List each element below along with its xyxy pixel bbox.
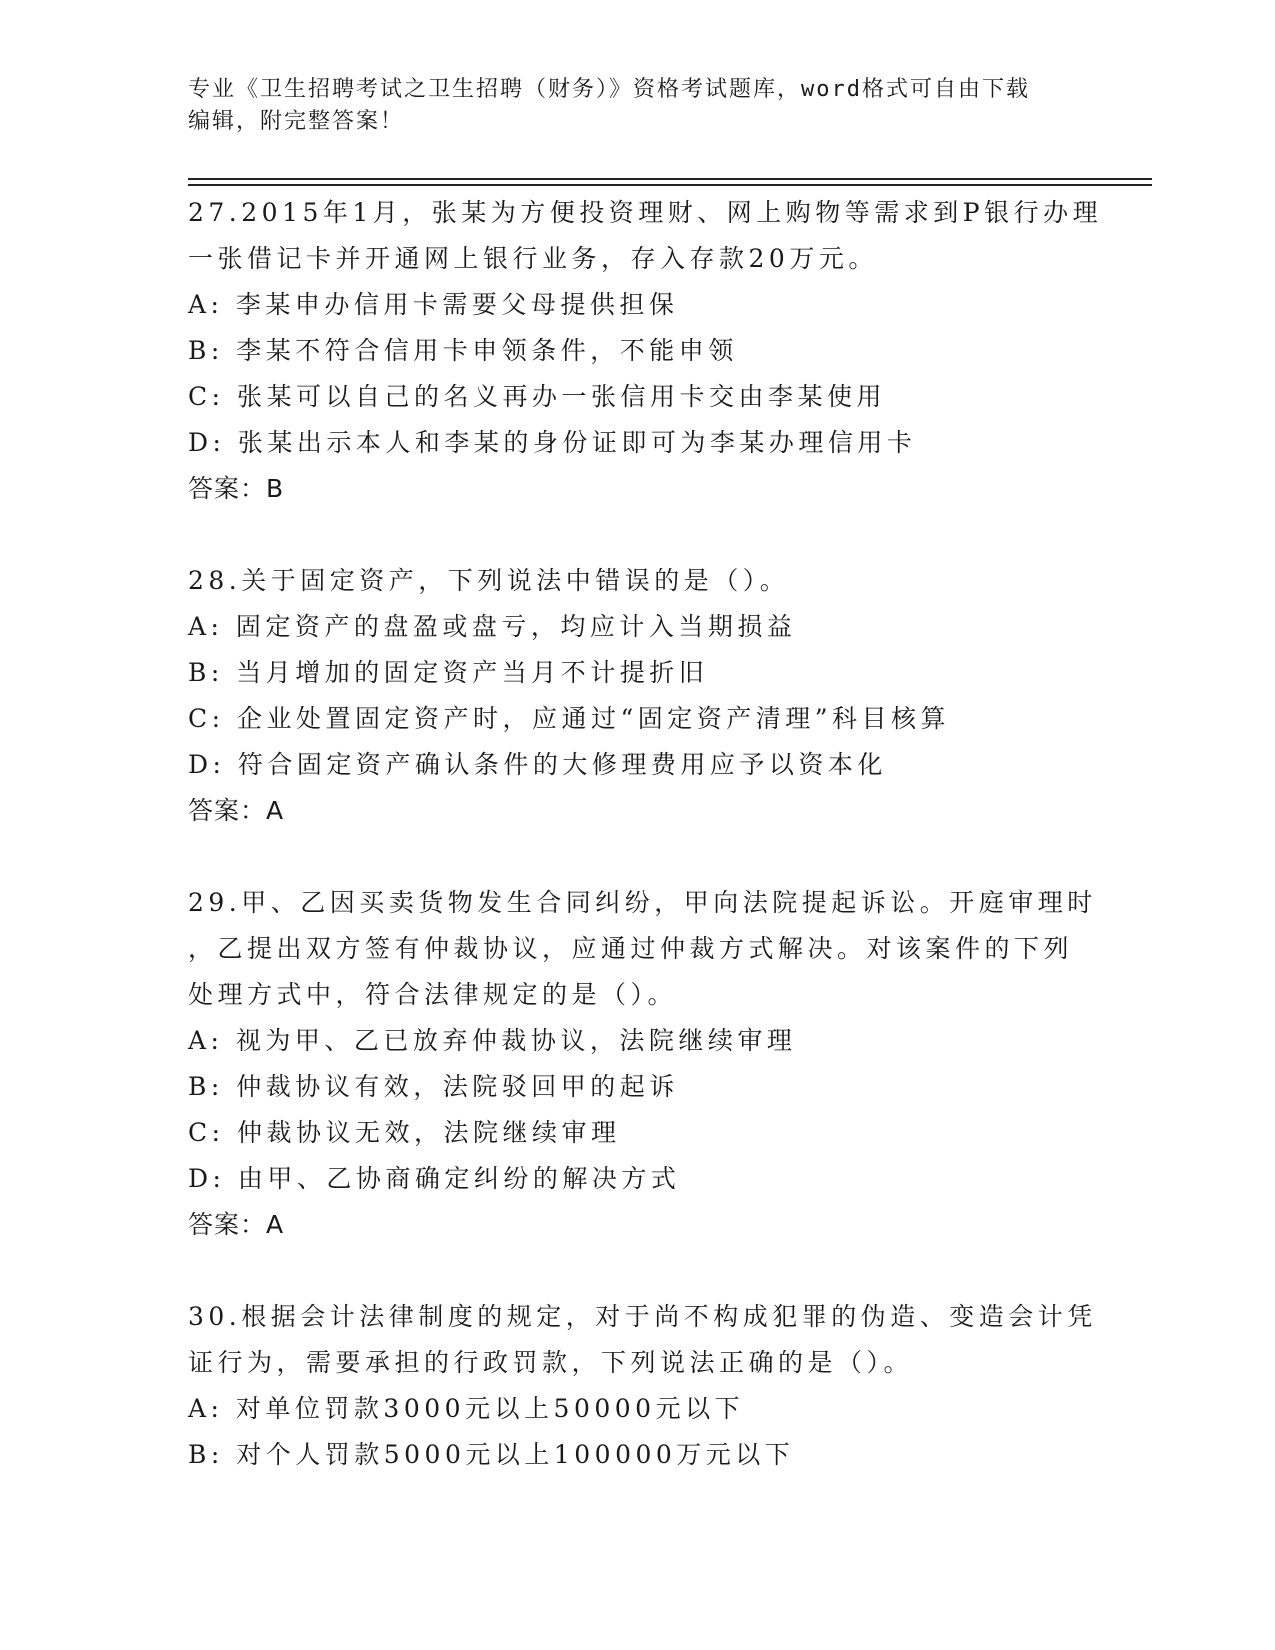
question-text-line: 处理方式中，符合法律规定的是（）。 bbox=[188, 980, 678, 1009]
option-b: B: 李某不符合信用卡申领条件，不能申领 bbox=[188, 336, 738, 365]
option-c: C: 张某可以自己的名义再办一张信用卡交由李某使用 bbox=[188, 382, 887, 411]
question-text-line: 一张借记卡并开通网上银行业务，存入存款20万元。 bbox=[188, 244, 878, 273]
option-b: B: 当月增加的固定资产当月不计提折旧 bbox=[188, 658, 709, 687]
question-text-line: 30.根据会计法律制度的规定，对于尚不构成犯罪的伪造、变造会计凭 bbox=[188, 1302, 1097, 1331]
answer-line: 答案：B bbox=[188, 474, 285, 503]
option-c: C: 仲裁协议无效，法院继续审理 bbox=[188, 1118, 621, 1147]
option-b: B: 对个人罚款5000元以上100000万元以下 bbox=[188, 1440, 795, 1469]
header-rule-bottom bbox=[188, 184, 1152, 186]
question-text-line: 证行为，需要承担的行政罚款，下列说法正确的是（）。 bbox=[188, 1348, 914, 1377]
answer-line: 答案：A bbox=[188, 1210, 285, 1239]
question-30 bbox=[188, 1294, 1148, 1478]
option-a: A: 固定资产的盘盈或盘亏，均应计入当期损益 bbox=[188, 612, 797, 641]
question-text-line: 28.关于固定资产，下列说法中错误的是（）。 bbox=[188, 566, 790, 595]
option-d: D: 由甲、乙协商确定纠纷的解决方式 bbox=[188, 1164, 681, 1193]
question-29 bbox=[188, 880, 1148, 1248]
header-rule-top bbox=[188, 178, 1152, 180]
question-text-line: 29.甲、乙因买卖货物发生合同纠纷，甲向法院提起诉讼。开庭审理时 bbox=[188, 888, 1097, 917]
question-text-line: ，乙提出双方签有仲裁协议，应通过仲裁方式解决。对该案件的下列 bbox=[188, 934, 1074, 963]
option-a: A: 李某申办信用卡需要父母提供担保 bbox=[188, 290, 679, 319]
question-text-line: 27.2015年1月，张某为方便投资理财、网上购物等需求到P银行办理 bbox=[188, 198, 1103, 227]
answer-line: 答案：A bbox=[188, 796, 285, 825]
document-header bbox=[188, 74, 1088, 138]
option-b: B: 仲裁协议有效，法院驳回甲的起诉 bbox=[188, 1072, 679, 1101]
option-a: A: 视为甲、乙已放弃仲裁协议，法院继续审理 bbox=[188, 1026, 797, 1055]
option-d: D: 符合固定资产确认条件的大修理费用应予以资本化 bbox=[188, 750, 887, 779]
option-a: A: 对单位罚款3000元以上50000元以下 bbox=[188, 1394, 745, 1423]
option-c: C: 企业处置固定资产时，应通过“固定资产清理”科目核算 bbox=[188, 704, 951, 733]
header-line-2: 编辑，附完整答案！ bbox=[188, 109, 405, 134]
question-list bbox=[188, 190, 1148, 1524]
question-28 bbox=[188, 558, 1148, 834]
header-line-1: 专业《卫生招聘考试之卫生招聘（财务）》资格考试题库，word格式可自由下载 bbox=[188, 77, 1030, 102]
question-27 bbox=[188, 190, 1148, 512]
option-d: D: 张某出示本人和李某的身份证即可为李某办理信用卡 bbox=[188, 428, 917, 457]
